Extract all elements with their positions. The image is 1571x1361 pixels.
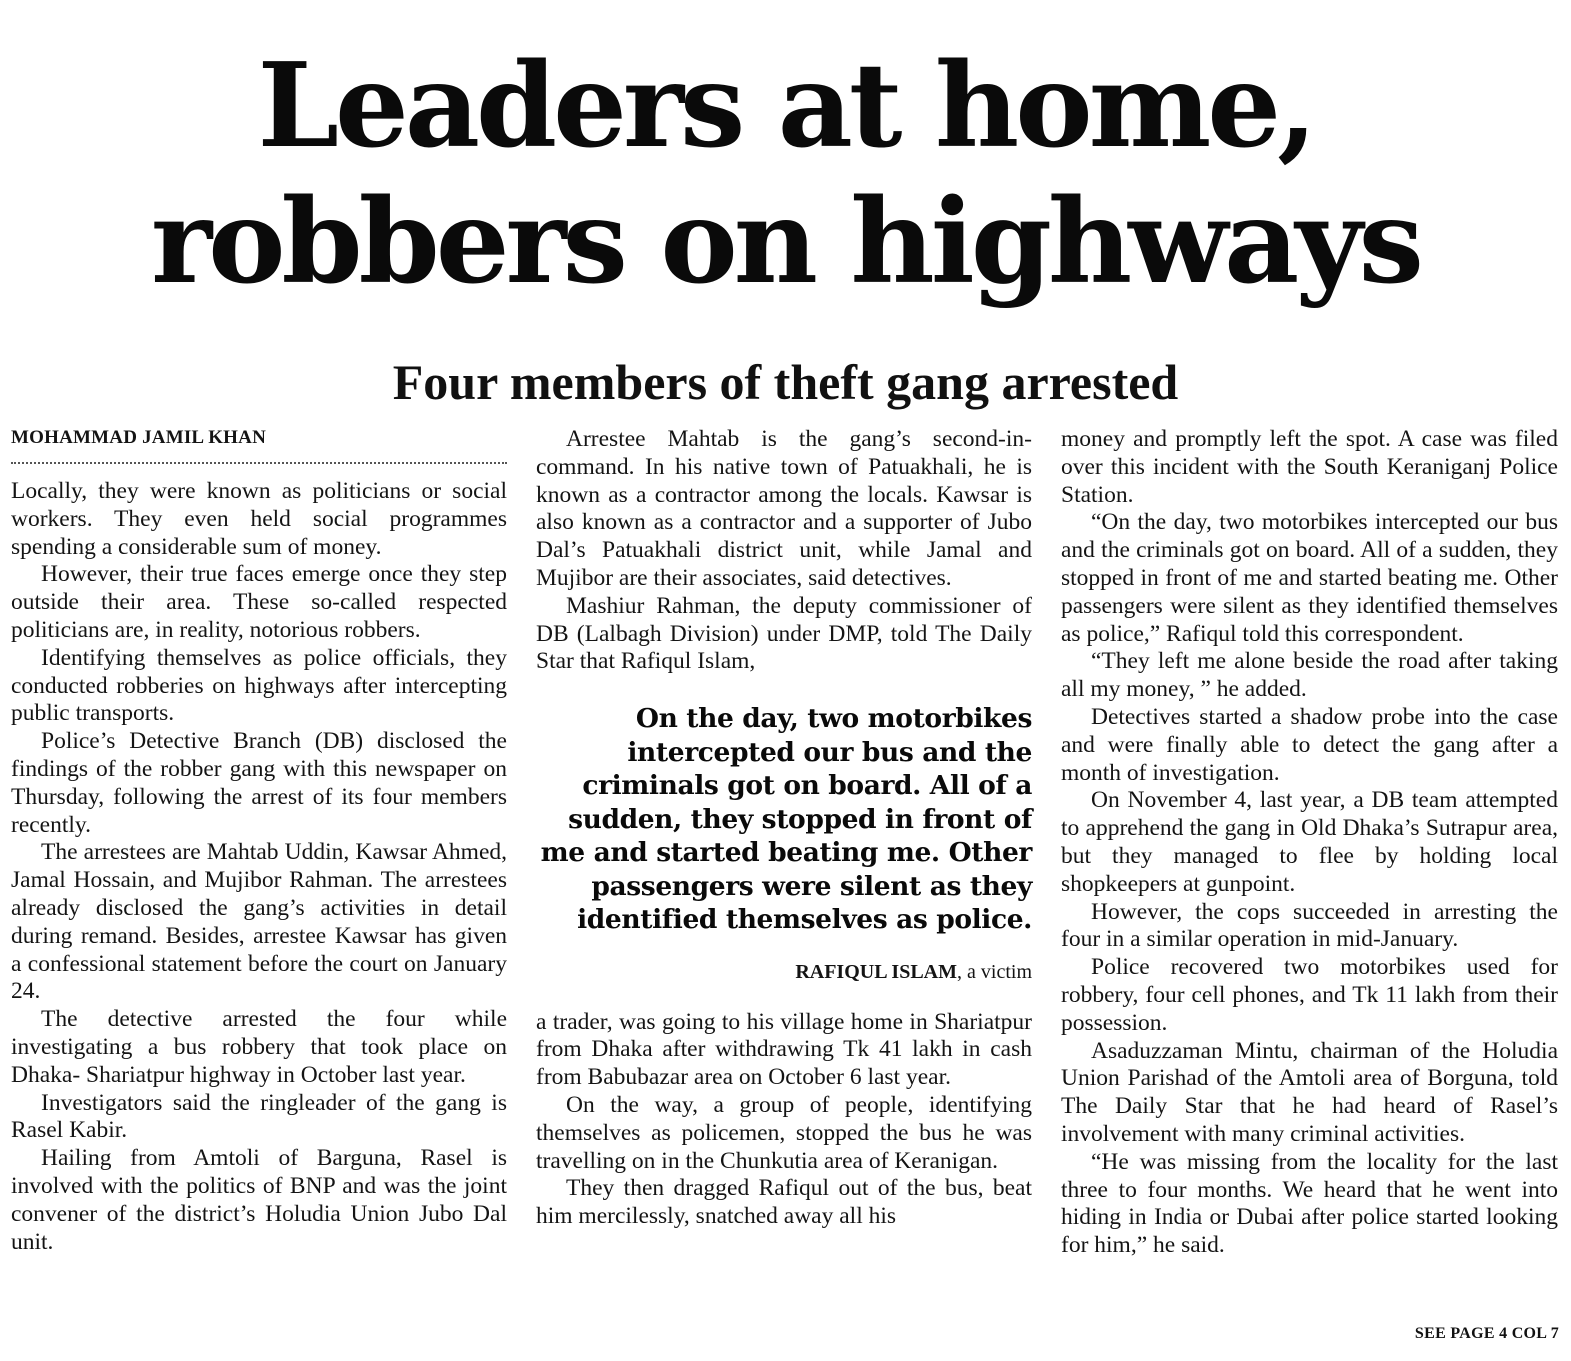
paragraph: a trader, was going to his village home in Shariatpur from Dhaka after withdrawing Tk 41 lakh in cash from Babubazar area on October 6 last year. bbox=[536, 1008, 1032, 1091]
pull-quote: On the day, two motorbikes intercepted our bus and the criminals got on board. All of a sudden, they stopped in front of me and started beating me. Other passengers were silent as they identified themselves as police. bbox=[540, 703, 1032, 936]
paragraph: Police’s Detective Branch (DB) disclosed the findings of the robber gang with this newspaper on Thursday, following the arrest of its four members recently. bbox=[11, 728, 507, 838]
paragraph: Police recovered two motorbikes used for robbery, four cell phones, and Tk 11 lakh from their possession. bbox=[1061, 954, 1558, 1036]
paragraph: money and promptly left the spot. A case was filed over this incident with the South Keraniganj Police Station. bbox=[1061, 426, 1558, 508]
paragraph: Identifying themselves as police officials, they conducted robberies on highways after intercepting public transports. bbox=[11, 644, 507, 727]
byline: MOHAMMAD JAMIL KHAN bbox=[11, 426, 507, 464]
headline-line-1: Leaders at home, bbox=[257, 38, 1314, 174]
pull-quote-attribution bbox=[536, 959, 1032, 985]
article-column-2 bbox=[536, 426, 1032, 1231]
headline bbox=[0, 38, 1571, 310]
paragraph: “He was missing from the locality for the last three to four months. We heard that he went into hiding in India or Dubai after police started looking for him,” he said. bbox=[1061, 1148, 1558, 1259]
headline-line-2: robbers on highways bbox=[151, 174, 1420, 310]
paragraph: “They left me alone beside the road after taking all my money, ” he added. bbox=[1061, 648, 1558, 703]
subheadline: Four members of theft gang arrested bbox=[392, 354, 1179, 410]
continuation-jump-line: SEE PAGE 4 COL 7 bbox=[1414, 1325, 1559, 1342]
paragraph: The detective arrested the four while investigating a bus robbery that took place on Dhaka- Shariatpur highway in October last year. bbox=[11, 1006, 507, 1088]
paragraph: They then dragged Rafiqul out of the bus, beat him mercilessly, snatched away all his bbox=[536, 1175, 1032, 1230]
paragraph: However, their true faces emerge once they step outside their area. These so-called respected politicians are, in reality, notorious robbers. bbox=[11, 561, 507, 643]
paragraph: Detectives started a shadow probe into the case and were finally able to detect the gang after a month of investigation. bbox=[1061, 703, 1558, 786]
paragraph: Locally, they were known as politicians or social workers. They even held social programmes spending a considerable sum of money. bbox=[11, 478, 507, 560]
article-column-3 bbox=[1061, 426, 1558, 1260]
article-column-1 bbox=[11, 426, 507, 1256]
paragraph: Hailing from Amtoli of Barguna, Rasel is involved with the politics of BNP and was the joint convener of the district’s Holudia Union Jubo Dal unit. bbox=[11, 1145, 507, 1255]
paragraph: Asaduzzaman Mintu, chairman of the Holudia Union Parishad of the Amtoli area of Borguna, told The Daily Star that he had heard of Rasel’s involvement with many criminal activities. bbox=[1061, 1037, 1558, 1147]
paragraph: However, the cops succeeded in arresting the four in a similar operation in mid-January. bbox=[1061, 898, 1558, 953]
quote-source-role: , a victim bbox=[957, 960, 1032, 983]
paragraph: Mashiur Rahman, the deputy commissioner of DB (Lalbagh Division) under DMP, told The Daily Star that Rafiqul Islam, bbox=[536, 592, 1032, 675]
paragraph: On the way, a group of people, identifying themselves as policemen, stopped the bus he was travelling on in the Chunkutia area of Keranigan. bbox=[536, 1092, 1032, 1174]
quote-source-name: RAFIQUL ISLAM bbox=[795, 960, 958, 983]
paragraph: Investigators said the ringleader of the gang is Rasel Kabir. bbox=[11, 1089, 507, 1144]
paragraph: On November 4, last year, a DB team attempted to apprehend the gang in Old Dhaka’s Sutrapur area, but they managed to flee by holding local shopkeepers at gunpoint. bbox=[1061, 787, 1558, 897]
paragraph: “On the day, two motorbikes intercepted our bus and the criminals got on board. All of a sudden, they stopped in front of me and started beating me. Other passengers were silent as they identified themselves as police,” Rafiqul told this correspondent. bbox=[1061, 509, 1558, 647]
paragraph: The arrestees are Mahtab Uddin, Kawsar Ahmed, Jamal Hossain, and Mujibor Rahman. The arrestees already disclosed the gang’s activities in detail during remand. Besides, arrestee Kawsar has given a confessional statement before the court on January 24. bbox=[11, 839, 507, 1005]
paragraph: Arrestee Mahtab is the gang’s second-in-command. In his native town of Patuakhali, he is known as a contractor among the locals. Kawsar is also known as a contractor and a supporter of Jubo Dal’s Patuakhali district unit, while Jamal and Mujibor are their associates, said detectives. bbox=[536, 426, 1032, 591]
